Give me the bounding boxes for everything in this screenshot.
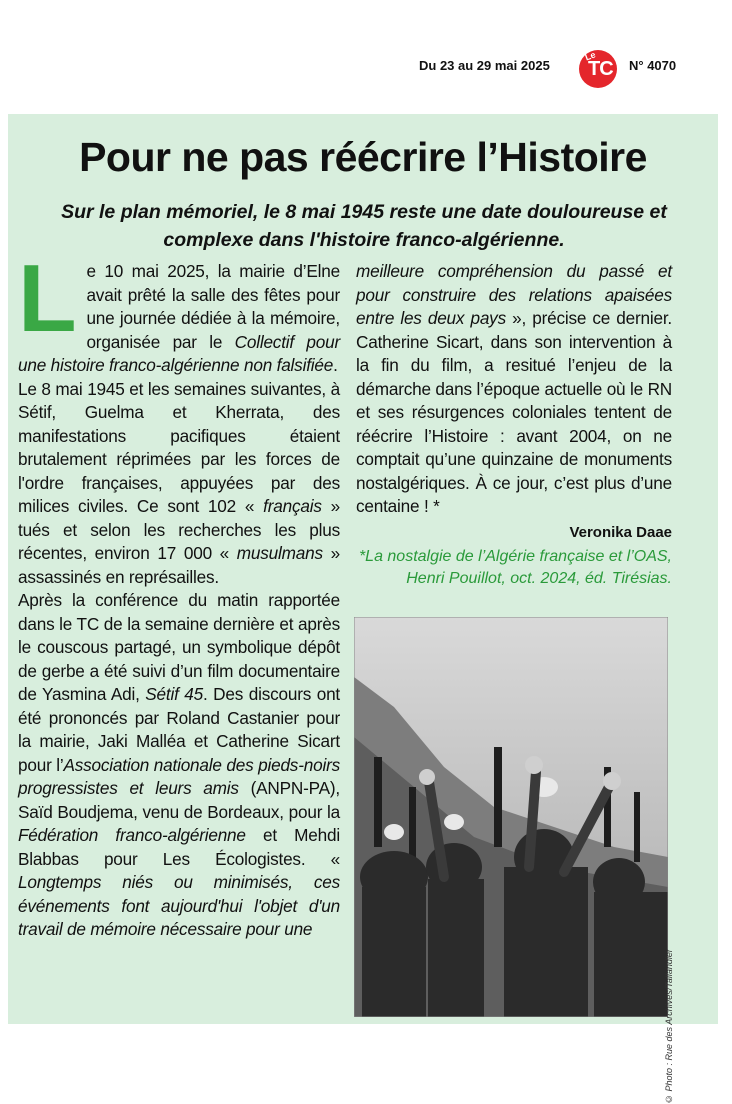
article-title: Pour ne pas réécrire l’Histoire	[79, 134, 647, 180]
author-signature: Veronika Daae	[569, 524, 672, 541]
paragraph-4: meilleure compréhension du passé et pour construire des relations apaisées entre les deux pays », précise ce dernier. Catherine Sicart, dans son intervention à la fin du film, a resitué l’enjeu de la démarche dans l’époque actuelle où le RN et ses résurgences coloniales tentent de réécrire l’Histoire : avant 2004, on ne comptait qu’une quinzaine de monuments nostalgériques. À ce jour, c’est plus d’une centaine ! *	[356, 261, 673, 516]
issue-date: Du 23 au 29 mai 2025	[419, 58, 550, 73]
article-column-2	[356, 260, 672, 519]
issue-number: N° 4070	[629, 58, 677, 73]
photo-credit: © Photo : Rue des Archives/Tallandier	[664, 949, 674, 1104]
footnote: *La nostalgie de l’Algérie française et l’OAS, Henri Pouillot, oct. 2024, éd. Tirésias.	[358, 548, 672, 587]
historical-photo	[354, 617, 668, 1017]
logo-le: Le	[583, 49, 597, 63]
article-column-1	[18, 245, 341, 942]
tc-logo	[579, 50, 617, 88]
issue-header	[0, 48, 732, 86]
logo-tc: TC	[588, 58, 613, 80]
article-standfirst: Sur le plan mémoriel, le 8 mai 1945 reste une date douloureuse et complexe dans l'histoire franco-algérienne.	[61, 201, 667, 251]
article-panel	[8, 114, 718, 1104]
paragraph-1: Le 10 mai 2025, la mairie d’Elne avait prêté la salle des fêtes pour une journée dédiée à la mémoire, organisée par le Collectif pour une histoire franco-algérienne non falsifiée.	[18, 245, 340, 375]
paragraph-3: Après la conférence du matin rapportée dans le TC de la semaine dernière et après le couscous partagé, un symbolique dépôt de gerbe a été suivi d’un film documentaire de Yasmina Adi, Sétif 45. Des discours ont été prononcés par Roland Castanier pour la mairie, Jaki Malléa et Catherine Sicart pour l’Association nationale des pieds-noirs progressistes et leurs amis (ANPN-PA), Saïd Boudjema, venu de Bordeaux, pour la Fédération franco-algérienne et Mehdi Blabbas pour Les Écologistes. « Longtemps niés ou minimisés, ces événements font aujourd'hui l'objet d'un travail de mémoire nécessaire pour une	[18, 590, 341, 939]
crowd-photo-illustration	[354, 617, 668, 1017]
paragraph-2: Le 8 mai 1945 et les semaines suivantes, à Sétif, Guelma et Kherrata, des manifestations pacifiques étaient brutalement réprimées par les forces de l'ordre françaises, appuyées par des milices civiles. Ce sont 102 « français » tués et selon les recherches les plus récentes, environ 17 000 « musulmans » assassinés en représailles.	[18, 378, 340, 587]
drop-cap: L	[18, 245, 77, 352]
